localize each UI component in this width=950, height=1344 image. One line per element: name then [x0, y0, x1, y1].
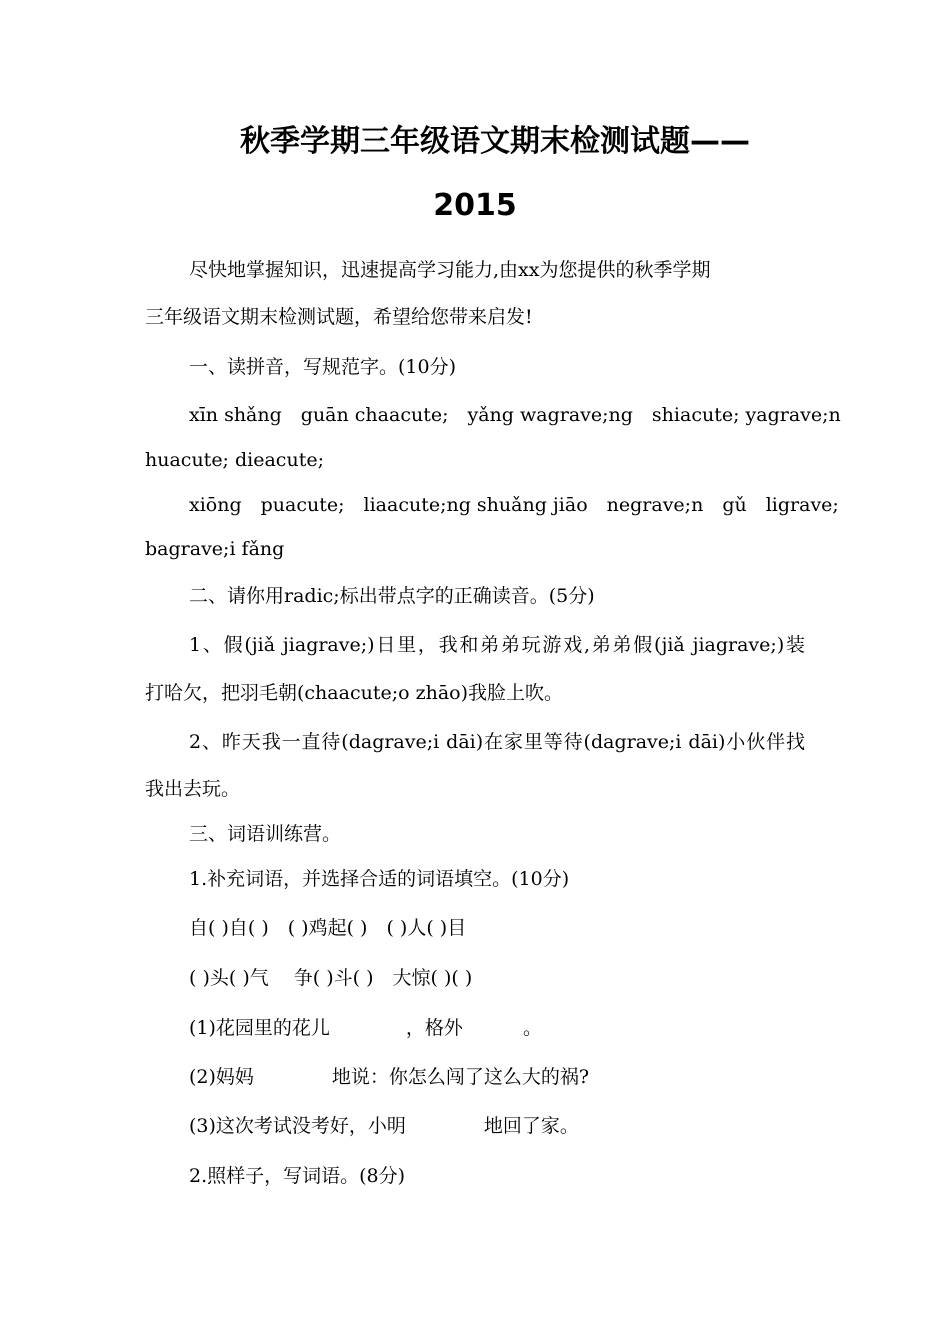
- fill-sentence-1: [189, 1014, 805, 1042]
- section2-q2-line2: 我出去玩。: [145, 778, 241, 800]
- pinyin-row2a: xiōng puacute; liaacute;ng shuǎng jiāo negrave;n gǔ ligrave;: [189, 494, 839, 516]
- section2-q1-line1: 1、假(jiǎ jiagrave;)日里，我和弟弟玩游戏,弟弟假(jiǎ jiagrave;)装: [189, 634, 805, 656]
- section3-sub1: 1.补充词语，并选择合适的词语填空。(10分): [189, 868, 570, 890]
- section3-sub2: 2.照样子，写词语。(8分): [189, 1165, 406, 1187]
- pinyin-row1b: huacute; dieacute;: [145, 449, 324, 471]
- document-title-line1: 秋季学期三年级语文期末检测试题——: [240, 124, 750, 159]
- fill1-part3: 。: [522, 1017, 542, 1039]
- fill2-part2: 地说：你怎么闯了这么大的祸?: [331, 1066, 590, 1088]
- section3-heading: 三、词语训练营。: [189, 823, 342, 845]
- section1-heading: 一、读拼音，写规范字。(10分): [189, 356, 457, 378]
- document-title-line2: 2015: [433, 188, 517, 223]
- fill-sentence-3: [189, 1112, 805, 1140]
- section2-q1-line2: 打哈欠，把羽毛朝(chaacute;o zhāo)我脸上吹。: [145, 682, 564, 704]
- intro-line2: 三年级语文期末检测试题，希望给您带来启发!: [145, 306, 533, 328]
- fill-sentence-2: [189, 1063, 805, 1091]
- fill1-part1: (1)花园里的花儿: [189, 1017, 330, 1039]
- section2-heading: 二、请你用radic;标出带点字的正确读音。(5分): [189, 585, 595, 607]
- fill3-part1: (3)这次考试没考好，小明: [189, 1115, 406, 1137]
- word-row2: ( )头( )气 争( )斗( ) 大惊( )( ): [189, 967, 473, 989]
- pinyin-row2b: bagrave;i fǎng: [145, 538, 285, 560]
- intro-line1: 尽快地掌握知识，迅速提高学习能力,由xx为您提供的秋季学期: [189, 259, 711, 281]
- pinyin-row1a: xīn shǎng guān chaacute; yǎng wagrave;ng shiacute; yagrave;n: [189, 404, 841, 426]
- section2-q2-line1: 2、昨天我一直待(dagrave;i dāi)在家里等待(dagrave;i dāi)小伙伴找: [189, 731, 805, 753]
- fill2-part1: (2)妈妈: [189, 1066, 254, 1088]
- fill1-part2: ，格外: [405, 1017, 463, 1039]
- fill3-part2: 地回了家。: [483, 1115, 579, 1137]
- word-row1: 自( )自( ) ( )鸡起( ) ( )人( )目: [189, 917, 467, 939]
